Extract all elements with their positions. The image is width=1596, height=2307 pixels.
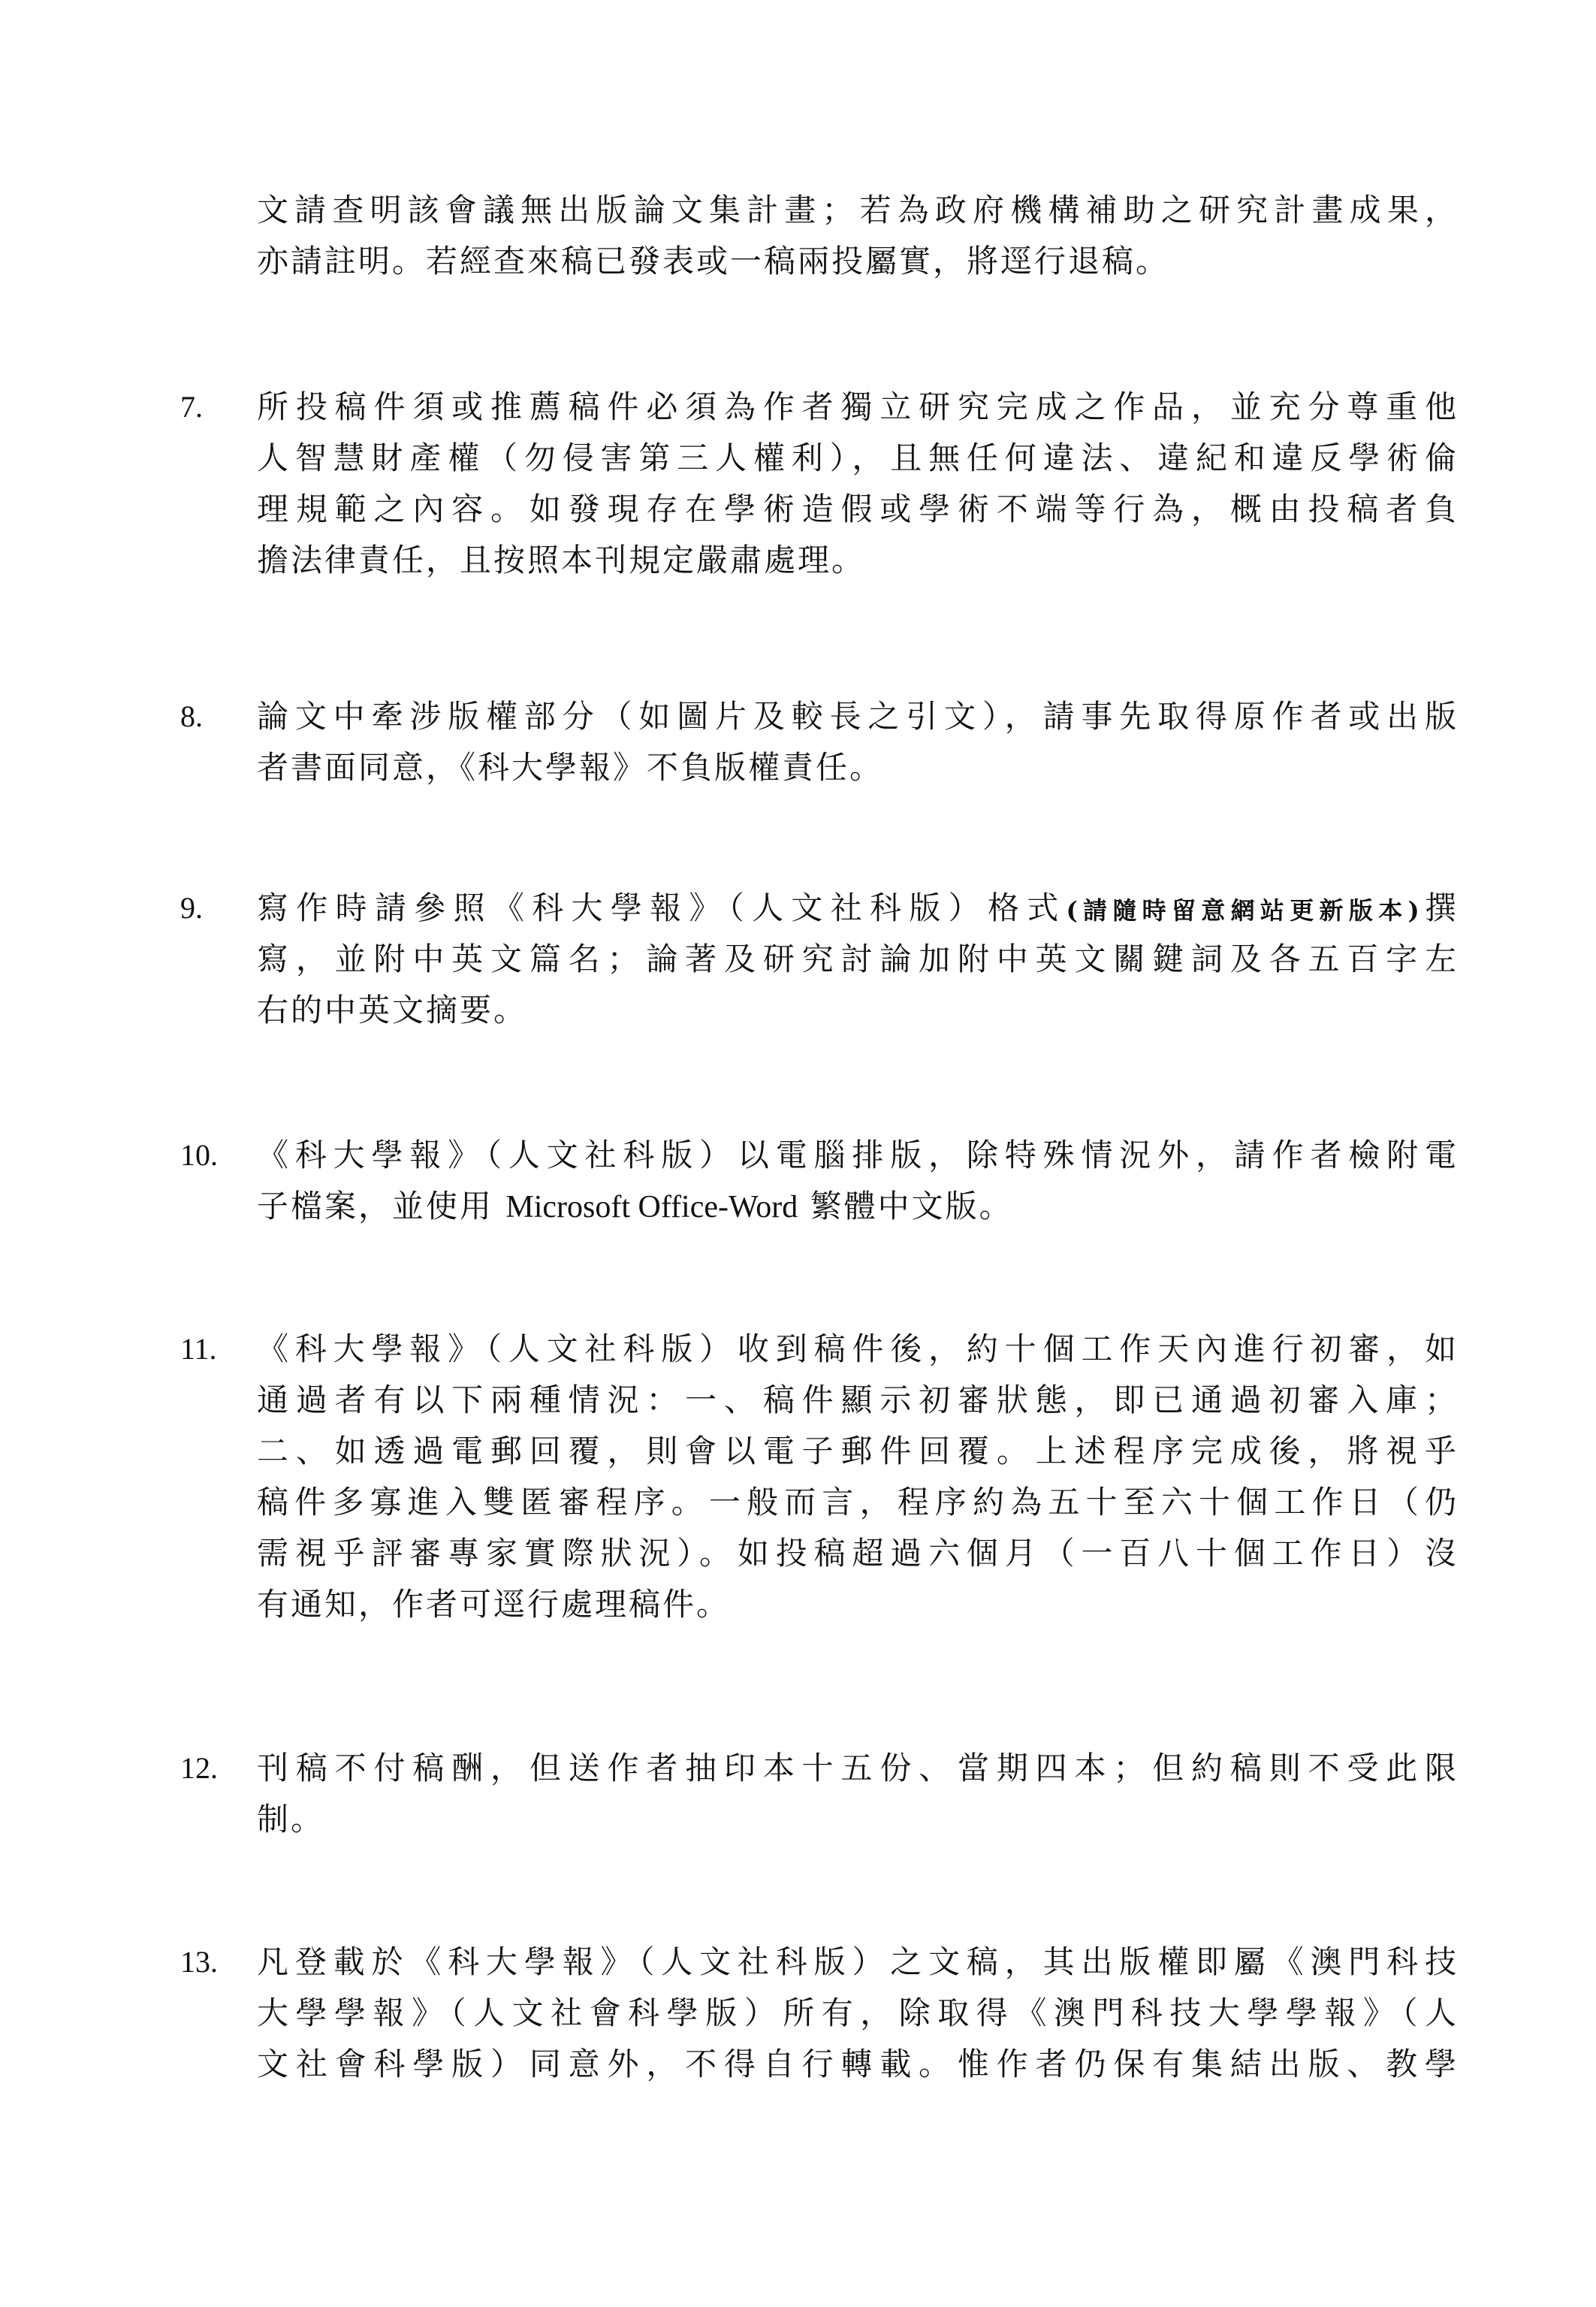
text-line: 文請查明該會議無出版論文集計畫；若為政府機構補助之研究計畫成果， — [257, 192, 1459, 228]
text-line: 人智慧財產權（勿侵害第三人權利），且無任何違法、違紀和違反學術倫 — [257, 439, 1459, 476]
text-line — [257, 1181, 1459, 1232]
item-number: 9. — [180, 891, 203, 925]
text-line: 寫，並附中英文篇名；論著及研究討論加附中英文關鍵詞及各五百字左 — [257, 941, 1459, 977]
text-line: 需視乎評審專家實際狀況）。如投稿超過六個月（一百八十個工作日）沒 — [257, 1535, 1459, 1572]
text-segment: 寫作時請參照《科大學報》（人文社科版）格式 — [257, 889, 1067, 926]
item-number: 10. — [180, 1138, 218, 1172]
text-line — [257, 883, 1459, 934]
text-line: 所投稿件須或推薦稿件必須為作者獨立研究完成之作品，並充分尊重他 — [257, 388, 1459, 425]
text-line: 論文中牽涉版權部分（如圖片及較長之引文），請事先取得原作者或出版 — [257, 698, 1459, 735]
text-line: 有通知，作者可逕行處理稿件。 — [257, 1586, 731, 1623]
text-line: 制。 — [257, 1801, 325, 1837]
text-line: 亦請註明。若經查來稿已發表或一稿兩投屬實，將逕行退稿。 — [257, 243, 1170, 279]
item-number: 11. — [180, 1332, 217, 1366]
item-number: 13. — [180, 1945, 218, 1979]
text-segment: 繁體中文版。 — [798, 1188, 1013, 1224]
text-line: 二、如透過電郵回覆，則會以電子郵件回覆。上述程序完成後，將視乎 — [257, 1433, 1459, 1469]
text-line: 《科大學報》（人文社科版）以電腦排版，除特殊情況外，請作者檢附電 — [257, 1137, 1459, 1173]
text-line: 理規範之內容。如發現存在學術造假或學術不端等行為，概由投稿者負 — [257, 491, 1459, 527]
text-line: 者書面同意，《科大學報》不負版權責任。 — [257, 749, 884, 786]
item-number: 12. — [180, 1751, 218, 1785]
website-update-note: (請隨時留意網站更新版本) — [1066, 896, 1420, 925]
text-line: 刊稿不付稿酬，但送作者抽印本十五份、當期四本；但約稿則不受此限 — [257, 1750, 1459, 1786]
software-name: Microsoft Office-Word — [505, 1190, 798, 1224]
text-line: 擔法律責任，且按照本刊規定嚴肅處理。 — [257, 542, 866, 578]
text-line: 右的中英文摘要。 — [257, 992, 528, 1028]
text-segment: 子檔案，並使用 — [257, 1188, 506, 1224]
text-line: 稿件多寡進入雙匿審程序。一般而言，程序約為五十至六十個工作日（仍 — [257, 1484, 1459, 1520]
text-line: 凡登載於《科大學報》（人文社科版）之文稿，其出版權即屬《澳門科技 — [257, 1943, 1459, 1980]
text-segment: 撰 — [1419, 889, 1459, 926]
item-number: 8. — [180, 699, 203, 733]
text-line: 文社會科學版）同意外，不得自行轉載。惟作者仍保有集結出版、教學 — [257, 2046, 1459, 2082]
item-number: 7. — [180, 390, 203, 424]
text-line: 大學學報》（人文社會科學版）所有，除取得《澳門科技大學學報》（人 — [257, 1994, 1459, 2031]
text-line: 《科大學報》（人文社科版）收到稿件後，約十個工作天內進行初審，如 — [257, 1330, 1459, 1367]
text-line: 通過者有以下兩種情況：一、稿件顯示初審狀態，即已通過初審入庫； — [257, 1381, 1459, 1418]
